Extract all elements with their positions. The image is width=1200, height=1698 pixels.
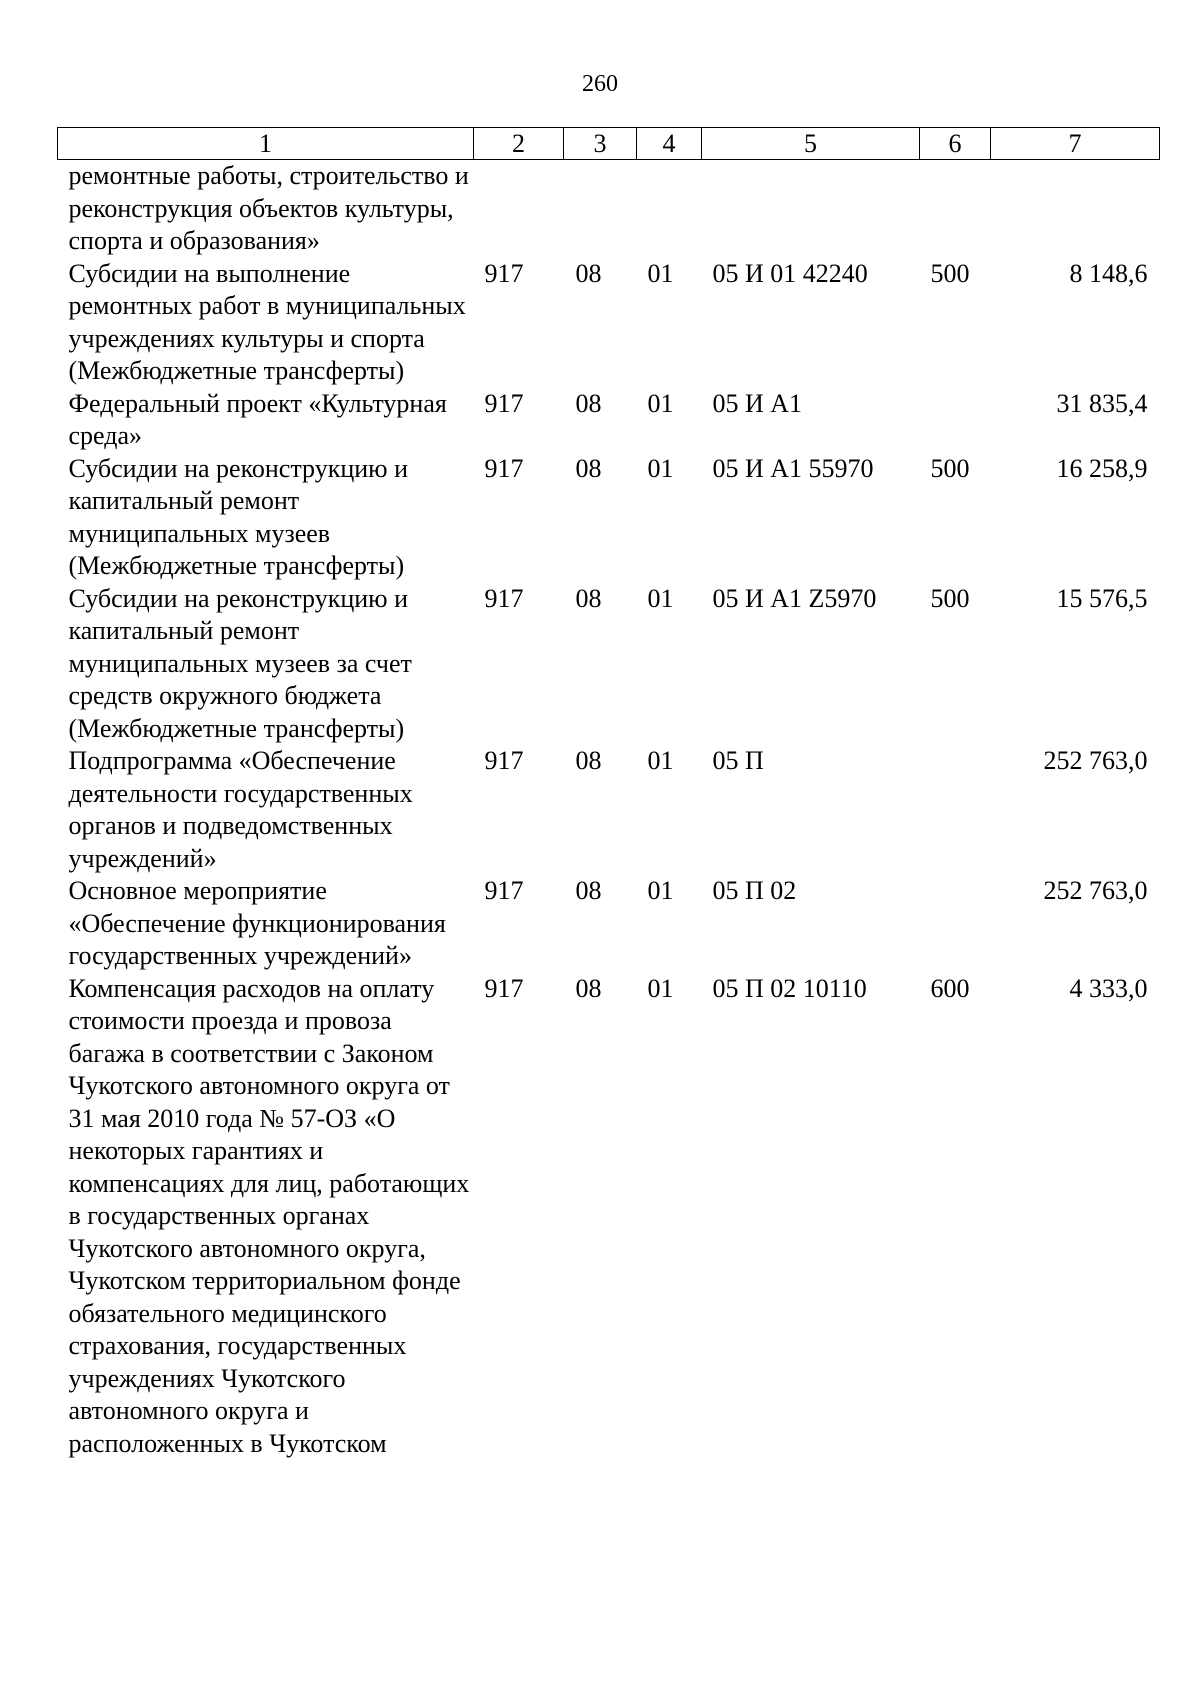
admin-code: 917 xyxy=(484,876,524,905)
target-article-code: 05 И А1 Z5970 xyxy=(712,583,877,613)
target-article-code: 05 И А1 55970 xyxy=(712,453,874,483)
table-row xyxy=(58,453,1160,583)
subsection-code: 01 xyxy=(647,583,674,613)
subsection-code: 01 xyxy=(647,746,674,775)
table-row xyxy=(58,258,1160,388)
section-code: 08 xyxy=(575,388,602,418)
target-article-code xyxy=(702,160,920,258)
row-name: Субсидии на реконструкцию и капитальный ремонт муниципальных музеев (Межбюджетные трансферты) xyxy=(68,453,408,580)
header-row xyxy=(58,128,1160,160)
amount: 31 835,4 xyxy=(1056,388,1148,418)
table-row xyxy=(58,388,1160,453)
section-code: 08 xyxy=(575,876,602,905)
subsection-code: 01 xyxy=(647,973,674,1003)
amount: 252 763,0 xyxy=(1043,746,1148,775)
admin-code: 917 xyxy=(484,258,524,288)
budget-table xyxy=(57,127,1160,1460)
column-header-2: 2 xyxy=(474,128,564,160)
expense-type-code xyxy=(920,160,991,258)
expense-type-code xyxy=(920,745,991,875)
row-name: ремонтные работы, строительство и реконструкция объектов культуры, спорта и образования» xyxy=(68,161,469,255)
subsection-code xyxy=(637,160,702,258)
subsection-code: 01 xyxy=(647,388,674,418)
table-row xyxy=(58,875,1160,973)
page-number: 260 xyxy=(582,71,618,97)
expense-type-code: 500 xyxy=(930,583,970,613)
amount: 252 763,0 xyxy=(1043,876,1148,905)
section-code: 08 xyxy=(575,746,602,775)
row-name: Компенсация расходов на оплату стоимости проезда и провоза багажа в соответствии с Законом Чукотского автономного округа от 31 мая 2010 года № 57-ОЗ «О некоторых гарантиях и компенсациях для лиц, работающих в государственных органах Чукотского автономного округа, Чукотском территориальном фонде обязательного медицинского страхования, государственных учреждениях Чукотского автономного округа и расположенных в Чукотском xyxy=(68,973,470,1458)
expense-type-code: 500 xyxy=(930,453,970,483)
column-header-4: 4 xyxy=(637,128,702,160)
admin-code xyxy=(474,160,564,258)
column-header-1: 1 xyxy=(58,128,474,160)
row-name: Основное мероприятие «Обеспечение функционирования государственных учреждений» xyxy=(68,876,446,970)
amount: 15 576,5 xyxy=(1056,583,1148,613)
row-name: Субсидии на реконструкцию и капитальный ремонт муниципальных музеев за счет средств окружного бюджета (Межбюджетные трансферты) xyxy=(68,583,412,743)
column-header-3: 3 xyxy=(564,128,637,160)
column-header-6: 6 xyxy=(920,128,991,160)
target-article-code: 05 П xyxy=(712,746,764,775)
table-row xyxy=(58,583,1160,746)
admin-code: 917 xyxy=(484,973,524,1003)
table-row xyxy=(58,160,1160,258)
admin-code: 917 xyxy=(484,583,524,613)
amount xyxy=(991,160,1160,258)
column-header-5: 5 xyxy=(702,128,920,160)
row-name: Субсидии на выполнение ремонтных работ в муниципальных учреждениях культуры и спорта (Межбюджетные трансферты) xyxy=(68,258,466,385)
row-name: Федеральный проект «Культурная среда» xyxy=(68,388,447,450)
section-code: 08 xyxy=(575,453,602,483)
expense-type-code: 500 xyxy=(930,258,970,288)
table-row xyxy=(58,973,1160,1461)
expense-type-code: 600 xyxy=(930,973,970,1003)
section-code: 08 xyxy=(575,973,602,1003)
subsection-code: 01 xyxy=(647,876,674,905)
target-article-code: 05 И А1 xyxy=(712,388,803,418)
amount: 8 148,6 xyxy=(1069,258,1148,288)
amount: 4 333,0 xyxy=(1069,973,1148,1003)
expense-type-code xyxy=(920,388,991,453)
section-code: 08 xyxy=(575,583,602,613)
subsection-code: 01 xyxy=(647,258,674,288)
amount: 16 258,9 xyxy=(1056,453,1148,483)
target-article-code: 05 И 01 42240 xyxy=(712,258,868,288)
admin-code: 917 xyxy=(484,746,524,775)
section-code: 08 xyxy=(575,258,602,288)
expense-type-code xyxy=(920,875,991,973)
admin-code: 917 xyxy=(484,388,524,418)
row-name: Подпрограмма «Обеспечение деятельности государственных органов и подведомственных учреждений» xyxy=(68,746,413,873)
target-article-code: 05 П 02 xyxy=(712,876,797,905)
section-code xyxy=(564,160,637,258)
table-row xyxy=(58,745,1160,875)
subsection-code: 01 xyxy=(647,453,674,483)
column-header-7: 7 xyxy=(991,128,1160,160)
admin-code: 917 xyxy=(484,453,524,483)
target-article-code: 05 П 02 10110 xyxy=(712,973,867,1003)
